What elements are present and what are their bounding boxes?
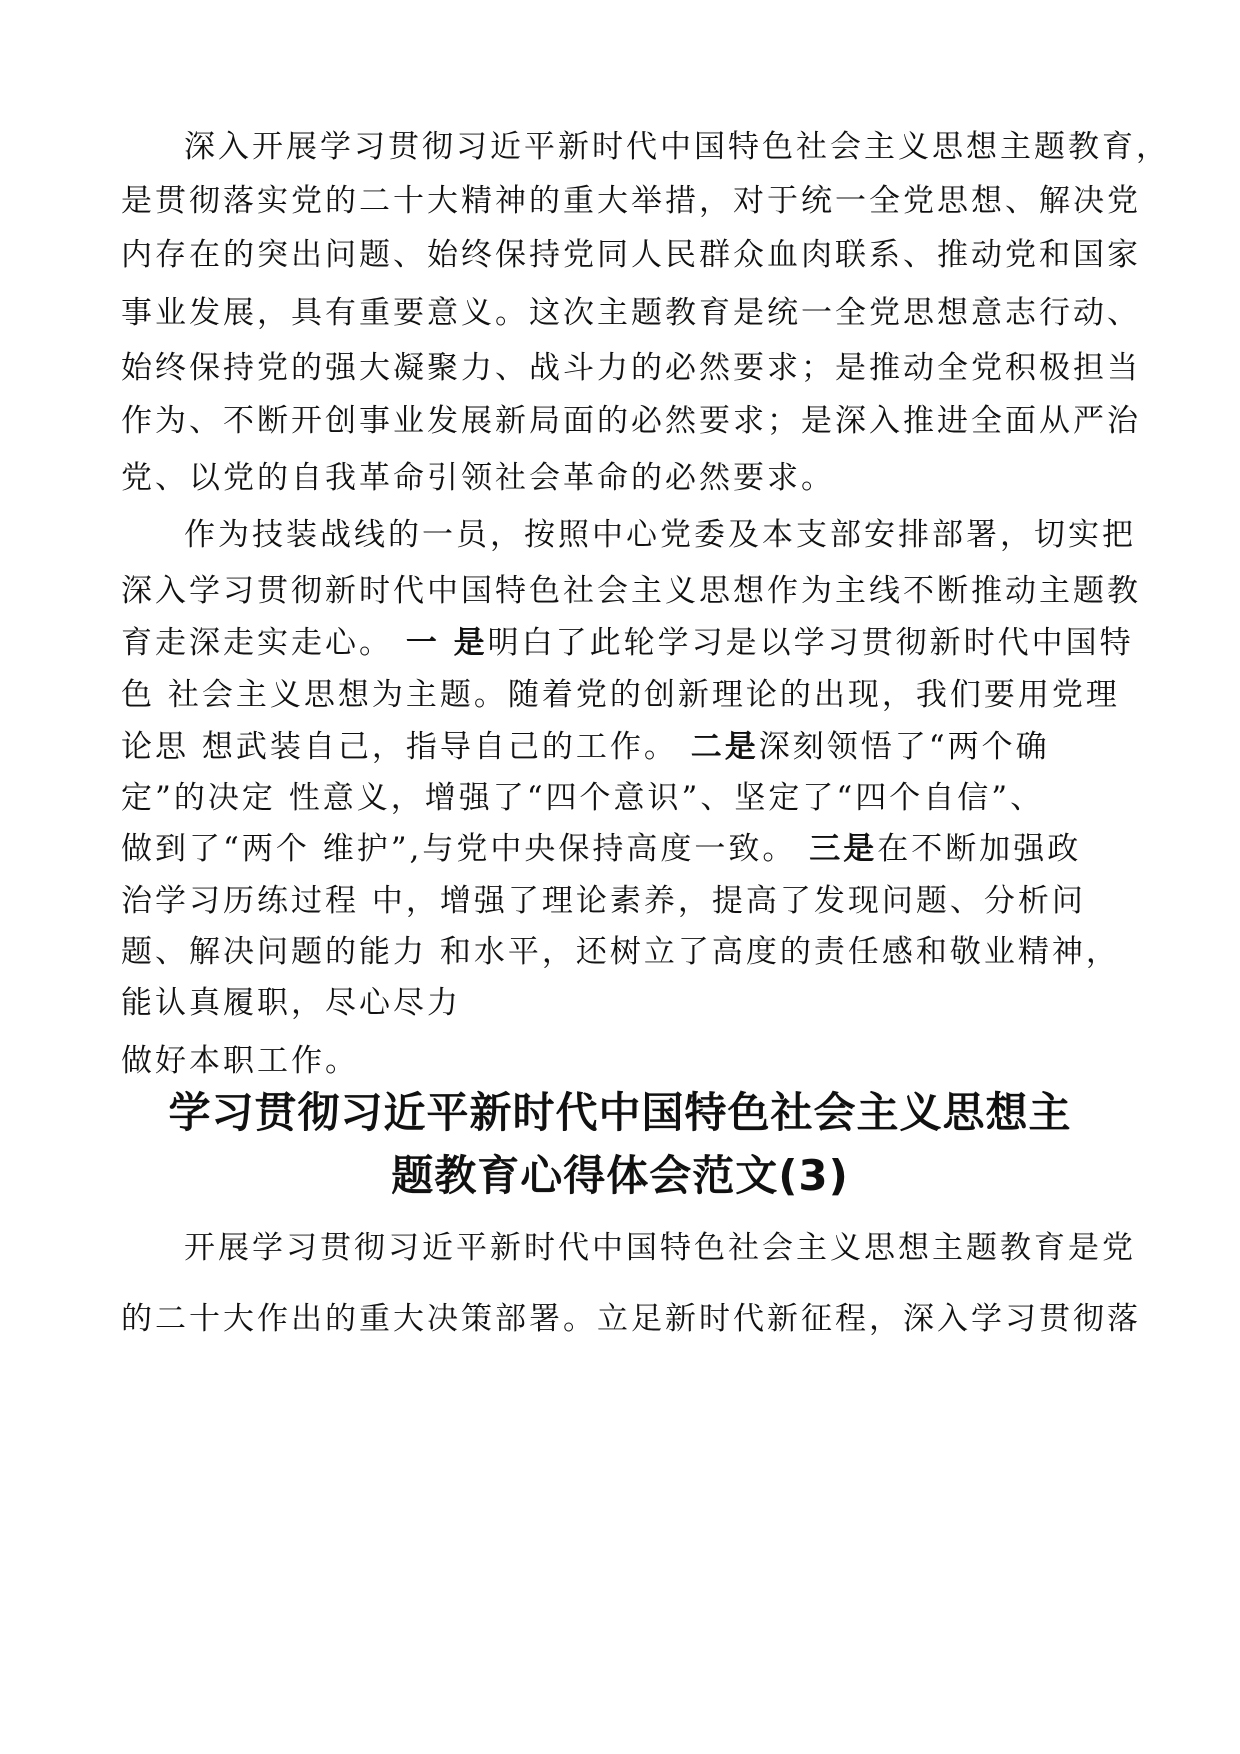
p2-line-7-pre: 做到了“两个 维护”,与党中央保持高度一致。 bbox=[121, 831, 810, 867]
p2-line-7-post: 在不断加强政 bbox=[877, 831, 1082, 867]
p1-line-4: 事业发展，具有重要意义。这次主题教育是统一全党思想意志行动、 bbox=[121, 295, 1141, 331]
p1-line-2: 是贯彻落实党的二十大精神的重大举措，对于统一全党思想、解决党 bbox=[121, 183, 1141, 219]
point-marker-2: 二是 bbox=[690, 729, 759, 765]
p2-line-6: 定”的决定 性意义，增强了“四个意识”、坚定了“四个自信”、 bbox=[121, 780, 1045, 816]
p1-line-6: 作为、不断开创事业发展新局面的必然要求；是深入推进全面从严治 bbox=[121, 403, 1141, 439]
p3-line-2: 的二十大作出的重大决策部署。立足新时代新征程，深入学习贯彻落 bbox=[121, 1301, 1141, 1337]
p2-line-1: 作为技装战线的一员，按照中心党委及本支部安排部署，切实把 bbox=[184, 517, 1136, 553]
p2-line-11: 做好本职工作。 bbox=[121, 1043, 359, 1079]
p1-line-7: 党、以党的自我革命引领社会革命的必然要求。 bbox=[121, 460, 835, 496]
p2-line-5 bbox=[121, 727, 1050, 767]
p1-line-1: 深入开展学习贯彻习近平新时代中国特色社会主义思想主题教育， bbox=[184, 129, 1170, 165]
p2-line-2: 深入学习贯彻新时代中国特色社会主义思想作为主线不断推动主题教 bbox=[121, 573, 1141, 609]
point-marker-1: 一 是 bbox=[405, 625, 488, 661]
p2-line-3 bbox=[121, 623, 1134, 663]
point-marker-3: 三是 bbox=[809, 831, 878, 867]
p2-line-3-pre: 育走深走实走心。 bbox=[121, 625, 406, 661]
p2-line-8: 治学习历练过程 中，增强了理论素养，提高了发现问题、分析问 bbox=[121, 883, 1086, 919]
p2-line-10: 能认真履职，尽心尽力 bbox=[121, 985, 461, 1021]
p2-line-3-post: 明白了此轮学习是以学习贯彻新时代中国特 bbox=[487, 625, 1134, 661]
p1-line-5: 始终保持党的强大凝聚力、战斗力的必然要求；是推动全党积极担当 bbox=[121, 350, 1141, 386]
section-heading-line-1: 学习贯彻习近平新时代中国特色社会主义思想主 bbox=[168, 1088, 1072, 1137]
p3-line-1: 开展学习贯彻习近平新时代中国特色社会主义思想主题教育是党 bbox=[184, 1230, 1136, 1266]
p2-line-9: 题、解决问题的能力 和水平，还树立了高度的责任感和敬业精神， bbox=[121, 934, 1120, 970]
p2-line-4: 色 社会主义思想为主题。随着党的创新理论的出现，我们要用党理 bbox=[121, 677, 1120, 713]
p2-line-5-post: 深刻领悟了“两个确 bbox=[758, 729, 1050, 765]
section-heading-line-2: 题教育心得体会范文(3) bbox=[391, 1151, 849, 1200]
p1-line-3: 内存在的突出问题、始终保持党同人民群众血肉联系、推动党和国家 bbox=[121, 237, 1141, 273]
p2-line-5-pre: 论思 想武装自己，指导自己的工作。 bbox=[121, 729, 691, 765]
p2-line-7 bbox=[121, 829, 1081, 869]
